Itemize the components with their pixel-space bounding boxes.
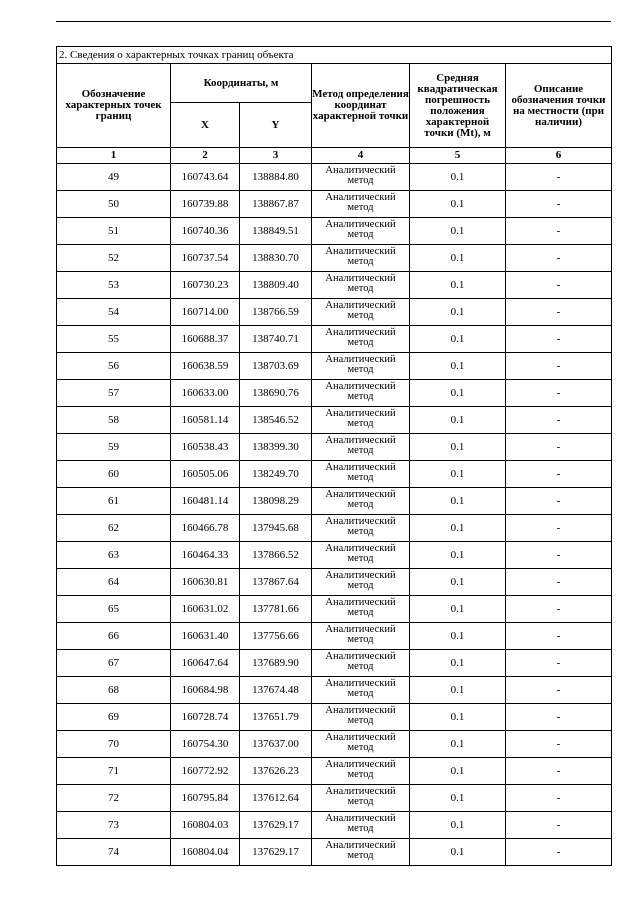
description-cell: - bbox=[506, 596, 612, 623]
y-coordinate-cell: 137945.68 bbox=[240, 515, 312, 542]
x-coordinate-cell: 160631.40 bbox=[171, 623, 240, 650]
point-id-cell: 60 bbox=[57, 461, 171, 488]
table-row bbox=[57, 272, 612, 299]
error-cell: 0.1 bbox=[410, 245, 506, 272]
description-cell: - bbox=[506, 758, 612, 785]
description-cell: - bbox=[506, 542, 612, 569]
y-coordinate-cell: 138690.76 bbox=[240, 380, 312, 407]
method-cell bbox=[312, 758, 410, 785]
y-coordinate-cell: 137756.66 bbox=[240, 623, 312, 650]
point-id-cell: 56 bbox=[57, 353, 171, 380]
table-row bbox=[57, 164, 612, 191]
error-cell: 0.1 bbox=[410, 272, 506, 299]
y-coordinate-cell: 138098.29 bbox=[240, 488, 312, 515]
column-number: 1 bbox=[57, 148, 171, 164]
y-coordinate-cell: 138740.71 bbox=[240, 326, 312, 353]
method-text: Аналитический метод bbox=[325, 623, 396, 645]
error-cell: 0.1 bbox=[410, 542, 506, 569]
method-text: Аналитический метод bbox=[325, 407, 396, 429]
table-row bbox=[57, 569, 612, 596]
method-text: Аналитический метод bbox=[325, 650, 396, 672]
point-id-cell: 49 bbox=[57, 164, 171, 191]
method-cell bbox=[312, 731, 410, 758]
point-id-cell: 70 bbox=[57, 731, 171, 758]
column-number: 3 bbox=[240, 148, 312, 164]
method-cell bbox=[312, 488, 410, 515]
y-coordinate-cell: 137629.17 bbox=[240, 839, 312, 866]
y-coordinate-cell: 138249.70 bbox=[240, 461, 312, 488]
y-coordinate-cell: 137689.90 bbox=[240, 650, 312, 677]
table-row bbox=[57, 650, 612, 677]
description-cell: - bbox=[506, 569, 612, 596]
x-coordinate-cell: 160505.06 bbox=[171, 461, 240, 488]
method-text: Аналитический метод bbox=[325, 461, 396, 483]
x-coordinate-cell: 160633.00 bbox=[171, 380, 240, 407]
error-cell: 0.1 bbox=[410, 218, 506, 245]
method-cell bbox=[312, 326, 410, 353]
error-cell: 0.1 bbox=[410, 326, 506, 353]
table-row bbox=[57, 461, 612, 488]
x-coordinate-cell: 160772.92 bbox=[171, 758, 240, 785]
point-id-cell: 69 bbox=[57, 704, 171, 731]
method-text: Аналитический метод bbox=[325, 353, 396, 375]
method-text: Аналитический метод bbox=[325, 515, 396, 537]
point-id-cell: 58 bbox=[57, 407, 171, 434]
y-coordinate-cell: 137651.79 bbox=[240, 704, 312, 731]
error-cell: 0.1 bbox=[410, 191, 506, 218]
method-cell bbox=[312, 596, 410, 623]
table-row bbox=[57, 623, 612, 650]
description-cell: - bbox=[506, 461, 612, 488]
x-coordinate-cell: 160804.04 bbox=[171, 839, 240, 866]
method-text: Аналитический метод bbox=[325, 434, 396, 456]
point-id-cell: 57 bbox=[57, 380, 171, 407]
point-id-cell: 62 bbox=[57, 515, 171, 542]
description-cell: - bbox=[506, 812, 612, 839]
x-coordinate-cell: 160688.37 bbox=[171, 326, 240, 353]
x-coordinate-cell: 160728.74 bbox=[171, 704, 240, 731]
method-cell bbox=[312, 839, 410, 866]
header-coordinates: Координаты, м bbox=[171, 64, 312, 103]
table-row bbox=[57, 407, 612, 434]
error-cell: 0.1 bbox=[410, 785, 506, 812]
y-coordinate-cell: 138849.51 bbox=[240, 218, 312, 245]
error-cell: 0.1 bbox=[410, 461, 506, 488]
section-title: 2. Сведения о характерных точках границ объекта bbox=[57, 47, 612, 64]
error-cell: 0.1 bbox=[410, 758, 506, 785]
description-cell: - bbox=[506, 353, 612, 380]
x-coordinate-cell: 160740.36 bbox=[171, 218, 240, 245]
y-coordinate-cell: 138546.52 bbox=[240, 407, 312, 434]
y-coordinate-cell: 137612.64 bbox=[240, 785, 312, 812]
y-coordinate-cell: 137674.48 bbox=[240, 677, 312, 704]
error-cell: 0.1 bbox=[410, 623, 506, 650]
description-cell: - bbox=[506, 731, 612, 758]
section-title-row bbox=[57, 47, 612, 64]
method-text: Аналитический метод bbox=[325, 785, 396, 807]
description-cell: - bbox=[506, 623, 612, 650]
method-cell bbox=[312, 542, 410, 569]
table-row bbox=[57, 677, 612, 704]
y-coordinate-cell: 138399.30 bbox=[240, 434, 312, 461]
error-cell: 0.1 bbox=[410, 299, 506, 326]
header-error: Средняя квадратическая погрешность положения характерной точки (Mt), м bbox=[410, 64, 506, 148]
y-coordinate-cell: 138703.69 bbox=[240, 353, 312, 380]
y-coordinate-cell: 138867.87 bbox=[240, 191, 312, 218]
point-id-cell: 67 bbox=[57, 650, 171, 677]
table-row bbox=[57, 812, 612, 839]
description-cell: - bbox=[506, 245, 612, 272]
method-text: Аналитический метод bbox=[325, 731, 396, 753]
method-text: Аналитический метод bbox=[325, 704, 396, 726]
x-coordinate-cell: 160754.30 bbox=[171, 731, 240, 758]
table-row bbox=[57, 353, 612, 380]
error-cell: 0.1 bbox=[410, 380, 506, 407]
description-cell: - bbox=[506, 839, 612, 866]
error-cell: 0.1 bbox=[410, 839, 506, 866]
description-cell: - bbox=[506, 515, 612, 542]
table-row bbox=[57, 596, 612, 623]
method-text: Аналитический метод bbox=[325, 758, 396, 780]
error-cell: 0.1 bbox=[410, 731, 506, 758]
table-row bbox=[57, 488, 612, 515]
method-cell bbox=[312, 407, 410, 434]
x-coordinate-cell: 160638.59 bbox=[171, 353, 240, 380]
y-coordinate-cell: 138884.80 bbox=[240, 164, 312, 191]
table-row bbox=[57, 515, 612, 542]
point-id-cell: 52 bbox=[57, 245, 171, 272]
x-coordinate-cell: 160481.14 bbox=[171, 488, 240, 515]
error-cell: 0.1 bbox=[410, 650, 506, 677]
method-text: Аналитический метод bbox=[325, 164, 396, 186]
header-x: X bbox=[171, 103, 240, 148]
x-coordinate-cell: 160466.78 bbox=[171, 515, 240, 542]
method-cell bbox=[312, 353, 410, 380]
method-cell bbox=[312, 515, 410, 542]
y-coordinate-cell: 138830.70 bbox=[240, 245, 312, 272]
point-id-cell: 66 bbox=[57, 623, 171, 650]
point-id-cell: 51 bbox=[57, 218, 171, 245]
point-id-cell: 72 bbox=[57, 785, 171, 812]
table-row bbox=[57, 704, 612, 731]
y-coordinate-cell: 137626.23 bbox=[240, 758, 312, 785]
method-cell bbox=[312, 191, 410, 218]
method-cell bbox=[312, 272, 410, 299]
method-text: Аналитический метод bbox=[325, 812, 396, 834]
method-text: Аналитический метод bbox=[325, 218, 396, 240]
method-text: Аналитический метод bbox=[325, 569, 396, 591]
point-id-cell: 74 bbox=[57, 839, 171, 866]
method-text: Аналитический метод bbox=[325, 272, 396, 294]
table-row bbox=[57, 758, 612, 785]
column-number: 2 bbox=[171, 148, 240, 164]
column-number: 5 bbox=[410, 148, 506, 164]
point-id-cell: 55 bbox=[57, 326, 171, 353]
x-coordinate-cell: 160464.33 bbox=[171, 542, 240, 569]
y-coordinate-cell: 137637.00 bbox=[240, 731, 312, 758]
method-cell bbox=[312, 380, 410, 407]
description-cell: - bbox=[506, 380, 612, 407]
x-coordinate-cell: 160647.64 bbox=[171, 650, 240, 677]
y-coordinate-cell: 137867.64 bbox=[240, 569, 312, 596]
description-cell: - bbox=[506, 272, 612, 299]
table-body bbox=[57, 164, 612, 866]
error-cell: 0.1 bbox=[410, 569, 506, 596]
method-cell bbox=[312, 461, 410, 488]
method-cell bbox=[312, 812, 410, 839]
point-id-cell: 61 bbox=[57, 488, 171, 515]
point-id-cell: 50 bbox=[57, 191, 171, 218]
point-id-cell: 63 bbox=[57, 542, 171, 569]
description-cell: - bbox=[506, 677, 612, 704]
method-cell bbox=[312, 218, 410, 245]
description-cell: - bbox=[506, 218, 612, 245]
point-id-cell: 65 bbox=[57, 596, 171, 623]
method-text: Аналитический метод bbox=[325, 191, 396, 213]
error-cell: 0.1 bbox=[410, 407, 506, 434]
x-coordinate-cell: 160804.03 bbox=[171, 812, 240, 839]
error-cell: 0.1 bbox=[410, 677, 506, 704]
x-coordinate-cell: 160730.23 bbox=[171, 272, 240, 299]
method-cell bbox=[312, 623, 410, 650]
method-text: Аналитический метод bbox=[325, 326, 396, 348]
header-y: Y bbox=[240, 103, 312, 148]
description-cell: - bbox=[506, 407, 612, 434]
method-cell bbox=[312, 569, 410, 596]
description-cell: - bbox=[506, 785, 612, 812]
x-coordinate-cell: 160581.14 bbox=[171, 407, 240, 434]
column-number: 4 bbox=[312, 148, 410, 164]
method-text: Аналитический метод bbox=[325, 839, 396, 861]
description-cell: - bbox=[506, 704, 612, 731]
header-row-1 bbox=[57, 64, 612, 103]
method-text: Аналитический метод bbox=[325, 245, 396, 267]
y-coordinate-cell: 137629.17 bbox=[240, 812, 312, 839]
description-cell: - bbox=[506, 650, 612, 677]
table-row bbox=[57, 299, 612, 326]
header-designation: Обозначение характерных точек границ bbox=[57, 64, 171, 148]
table-row bbox=[57, 380, 612, 407]
error-cell: 0.1 bbox=[410, 434, 506, 461]
method-text: Аналитический метод bbox=[325, 299, 396, 321]
column-number: 6 bbox=[506, 148, 612, 164]
description-cell: - bbox=[506, 164, 612, 191]
error-cell: 0.1 bbox=[410, 164, 506, 191]
error-cell: 0.1 bbox=[410, 488, 506, 515]
method-text: Аналитический метод bbox=[325, 677, 396, 699]
table-row bbox=[57, 218, 612, 245]
description-cell: - bbox=[506, 299, 612, 326]
point-id-cell: 53 bbox=[57, 272, 171, 299]
table-row bbox=[57, 542, 612, 569]
table-row bbox=[57, 326, 612, 353]
method-cell bbox=[312, 677, 410, 704]
x-coordinate-cell: 160795.84 bbox=[171, 785, 240, 812]
description-cell: - bbox=[506, 191, 612, 218]
x-coordinate-cell: 160737.54 bbox=[171, 245, 240, 272]
description-cell: - bbox=[506, 488, 612, 515]
method-cell bbox=[312, 785, 410, 812]
method-cell bbox=[312, 704, 410, 731]
header-description: Описание обозначения точки на местности (при наличии) bbox=[506, 64, 612, 148]
method-cell bbox=[312, 164, 410, 191]
method-cell bbox=[312, 245, 410, 272]
table-row bbox=[57, 839, 612, 866]
method-text: Аналитический метод bbox=[325, 542, 396, 564]
top-rule bbox=[56, 21, 611, 22]
error-cell: 0.1 bbox=[410, 704, 506, 731]
description-cell: - bbox=[506, 434, 612, 461]
point-id-cell: 73 bbox=[57, 812, 171, 839]
table-row bbox=[57, 731, 612, 758]
method-cell bbox=[312, 650, 410, 677]
table-row bbox=[57, 785, 612, 812]
x-coordinate-cell: 160714.00 bbox=[171, 299, 240, 326]
x-coordinate-cell: 160743.64 bbox=[171, 164, 240, 191]
point-id-cell: 71 bbox=[57, 758, 171, 785]
method-text: Аналитический метод bbox=[325, 488, 396, 510]
point-id-cell: 59 bbox=[57, 434, 171, 461]
method-cell bbox=[312, 299, 410, 326]
error-cell: 0.1 bbox=[410, 515, 506, 542]
method-text: Аналитический метод bbox=[325, 380, 396, 402]
x-coordinate-cell: 160739.88 bbox=[171, 191, 240, 218]
point-id-cell: 54 bbox=[57, 299, 171, 326]
table-row bbox=[57, 245, 612, 272]
y-coordinate-cell: 137781.66 bbox=[240, 596, 312, 623]
table-row bbox=[57, 434, 612, 461]
x-coordinate-cell: 160630.81 bbox=[171, 569, 240, 596]
point-id-cell: 64 bbox=[57, 569, 171, 596]
description-cell: - bbox=[506, 326, 612, 353]
method-text: Аналитический метод bbox=[325, 596, 396, 618]
error-cell: 0.1 bbox=[410, 596, 506, 623]
y-coordinate-cell: 138809.40 bbox=[240, 272, 312, 299]
boundary-points-table bbox=[56, 46, 612, 866]
header-method: Метод определения координат характерной точки bbox=[312, 64, 410, 148]
y-coordinate-cell: 137866.52 bbox=[240, 542, 312, 569]
point-id-cell: 68 bbox=[57, 677, 171, 704]
column-number-row bbox=[57, 148, 612, 164]
table-row bbox=[57, 191, 612, 218]
method-cell bbox=[312, 434, 410, 461]
x-coordinate-cell: 160538.43 bbox=[171, 434, 240, 461]
error-cell: 0.1 bbox=[410, 812, 506, 839]
y-coordinate-cell: 138766.59 bbox=[240, 299, 312, 326]
x-coordinate-cell: 160684.98 bbox=[171, 677, 240, 704]
error-cell: 0.1 bbox=[410, 353, 506, 380]
x-coordinate-cell: 160631.02 bbox=[171, 596, 240, 623]
